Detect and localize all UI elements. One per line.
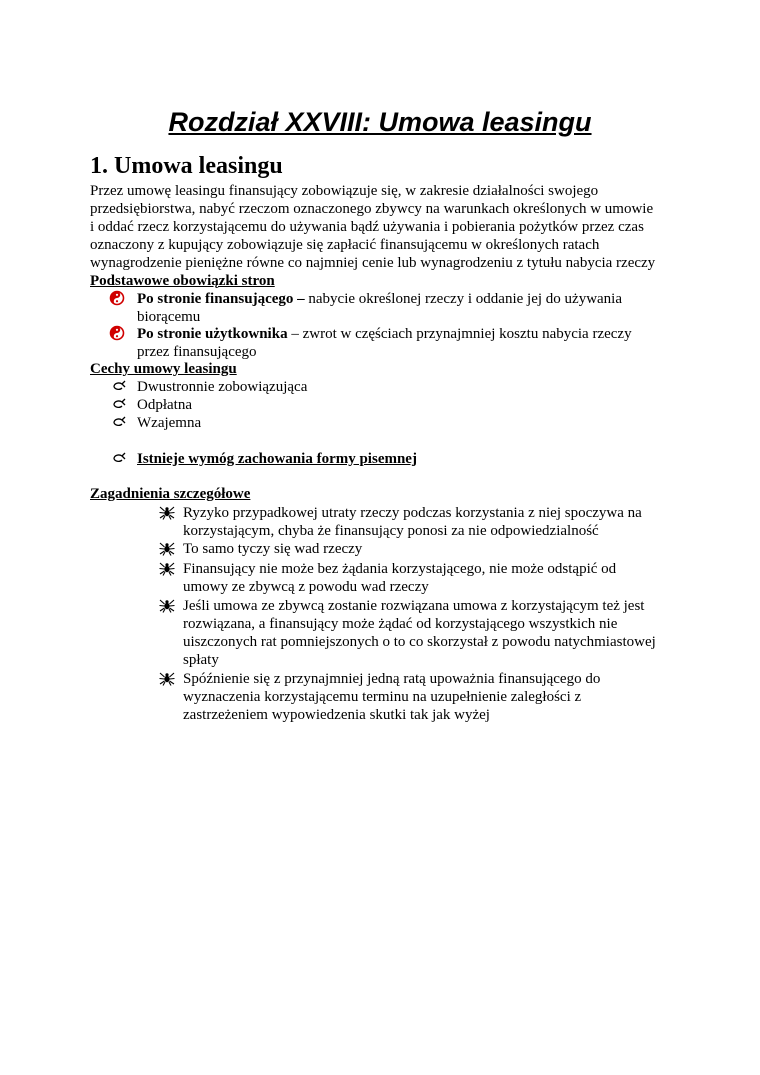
obligation-item — [137, 290, 622, 326]
feature-text: Wzajemna — [137, 415, 202, 431]
curved-arrow-bullet-icon — [111, 450, 129, 468]
spider-bullet-icon — [158, 540, 176, 558]
obligation-label: Po stronie finansującego – — [137, 291, 305, 307]
obligation-text-cont: przez finansującego — [137, 344, 257, 360]
curved-arrow-bullet-icon — [111, 414, 129, 432]
detail-text: uiszczonych rat pomniejszonych o to co skorzystał z powodu natychmiastowej — [183, 634, 656, 650]
obligation-item — [137, 325, 632, 361]
spider-bullet-icon — [158, 597, 176, 615]
paragraph-line: oznaczony z kupujący zobowiązuje się zapłacić finansującemu w określonych ratach — [90, 237, 600, 253]
details-heading: Zagadnienia szczegółowe — [90, 486, 251, 502]
paragraph-line: wynagrodzenie pieniężne równe co najmniej cenie lub wynagrodzeniu z tytułu nabycia rzeczy — [90, 255, 656, 271]
detail-item — [183, 560, 616, 596]
detail-text: umowy ze zbywcą z powodu wad rzeczy — [183, 579, 429, 595]
curved-arrow-bullet-icon — [111, 378, 129, 396]
detail-text: Ryzyko przypadkowej utraty rzeczy podczas korzystania z niej spoczywa na — [183, 505, 642, 521]
detail-item — [183, 597, 656, 669]
features-heading: Cechy umowy leasingu — [90, 361, 237, 377]
detail-text: korzystającym, chyba że finansujący ponosi za nie odpowiedzialność — [183, 523, 599, 539]
section-heading: 1. Umowa leasingu — [90, 153, 283, 179]
spider-bullet-icon — [158, 560, 176, 578]
feature-text: Dwustronnie zobowiązująca — [137, 379, 308, 395]
spider-bullet-icon — [158, 670, 176, 688]
detail-text: rozwiązana, a finansujący może żądać od korzystającego wszystkich nie — [183, 616, 618, 632]
feature-item — [137, 396, 192, 414]
spider-bullet-icon — [158, 504, 176, 522]
detail-text: Spóźnienie się z przynajmniej jedną ratą upoważnia finansującego do — [183, 671, 601, 687]
yin-yang-bullet-icon — [109, 325, 127, 343]
detail-item — [183, 670, 600, 724]
obligation-label: Po stronie użytkownika — [137, 326, 288, 342]
feature-item — [137, 414, 201, 432]
detail-text: zastrzeżeniem wypowiedzenia skutki tak jak wyżej — [183, 707, 490, 723]
paragraph-line: i oddać rzecz korzystającemu do używania bądź używania i pobierania pożytków przez czas — [90, 219, 644, 235]
obligation-text-cont: biorącemu — [137, 309, 201, 325]
detail-text: Jeśli umowa ze zbywcą zostanie rozwiązana umowa z korzystającym też jest — [183, 598, 645, 614]
definition-paragraph — [90, 182, 680, 272]
detail-text: wyznaczenia korzystającemu terminu na uzupełnienie zaległości z — [183, 689, 582, 705]
form-requirement-text: Istnieje wymóg zachowania formy pisemnej — [137, 451, 417, 467]
detail-text: To samo tyczy się wad rzeczy — [183, 541, 363, 557]
obligation-text: – zwrot w częściach przynajmniej kosztu nabycia rzeczy — [287, 326, 632, 342]
paragraph-line: Przez umowę leasingu finansujący zobowiązuje się, w zakresie działalności swojego — [90, 183, 599, 199]
obligations-heading: Podstawowe obowiązki stron — [90, 273, 275, 289]
detail-text: Finansujący nie może bez żądania korzystającego, nie może odstąpić od — [183, 561, 617, 577]
detail-item — [183, 540, 362, 558]
yin-yang-bullet-icon — [109, 290, 127, 308]
paragraph-line: przedsiębiorstwa, nabyć rzeczom oznaczonego zbywcy na warunkach określonych w umowie — [90, 201, 654, 217]
feature-item — [137, 378, 307, 396]
detail-item — [183, 504, 642, 540]
feature-text: Odpłatna — [137, 397, 192, 413]
curved-arrow-bullet-icon — [111, 396, 129, 414]
obligation-text: nabycie określonej rzeczy i oddanie jej do używania — [304, 291, 623, 307]
form-requirement — [137, 450, 417, 468]
detail-text: spłaty — [183, 652, 219, 668]
chapter-title: Rozdział XXVIII: Umowa leasingu — [168, 107, 592, 137]
